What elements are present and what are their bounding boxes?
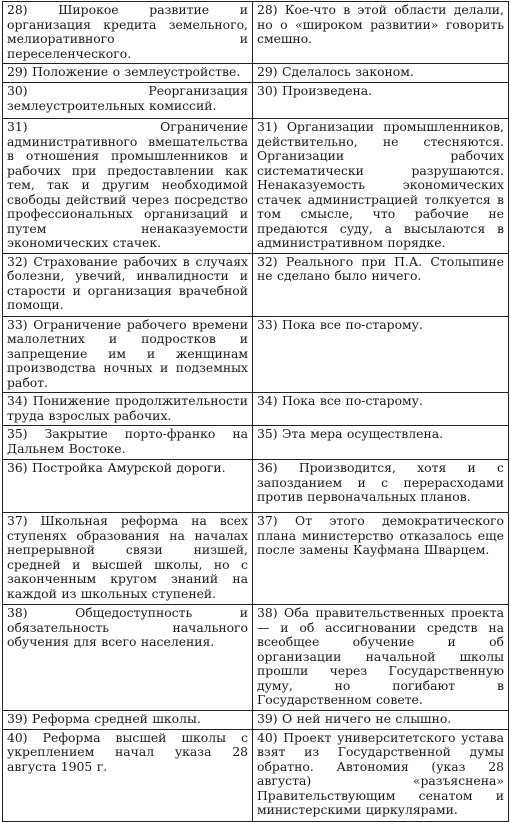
table-row	[3, 2, 509, 64]
result-cell: 29) Сделалось законом.	[253, 64, 509, 83]
table-row	[3, 64, 509, 83]
program-cell: 31) Ограничение административного вмешательства в отношения промышленников и рабочих при предоставлении как тем, так и другим необходимой свободы действий через посредство профессиональных организаций и путем ненаказуемости экономических стачек.	[3, 119, 253, 254]
result-cell: 30) Произведена.	[253, 83, 509, 119]
program-cell: 39) Реформа средней школы.	[3, 710, 253, 729]
program-cell: 28) Широкое развитие и организация кредита земельного, мелиоративного и переселенческого.	[3, 2, 253, 64]
program-cell: 36) Постройка Амурской дороги.	[3, 460, 253, 513]
table-row	[3, 316, 509, 393]
table-row	[3, 460, 509, 513]
table-row	[3, 729, 509, 821]
table-row	[3, 393, 509, 426]
program-cell: 32) Страхование рабочих в случаях болезни, увечий, инвалидности и старости и организация врачебной помощи.	[3, 253, 253, 316]
result-cell: 34) Пока все по-старому.	[253, 393, 509, 426]
result-cell: 37) От этого демократического плана министерство отказалось еще после замены Кауфмана Шварцем.	[253, 513, 509, 605]
result-cell: 40) Проект университетского устава взят из Государственной думы обратно. Автономия (указ 28 августа) «разъяснена» Правительствующим сенатом и министерскими циркулярами.	[253, 729, 509, 821]
result-cell: 28) Кое-что в этой области делали, но о «широком развитии» говорить смешно.	[253, 2, 509, 64]
result-cell: 31) Организации промышленников, действительно, не стесняются. Организации рабочих систематически разрушаются. Ненаказуемость экономических стачек администрацией толкуется в том смысле, что рабочие не предаются суду, а высылаются в административном порядке.	[253, 119, 509, 254]
program-cell: 37) Школьная реформа на всех ступенях образования на началах непрерывной связи низшей, средней и высшей школы, но с законченным кругом знаний на каждой из школьных ступеней.	[3, 513, 253, 605]
result-cell: 38) Оба правительственных проекта — и об ассигновании средств на всеобщее обучение и об организации начальной школы прошли через Государственную думу, но погибают в Государственном совете.	[253, 605, 509, 711]
table-row	[3, 83, 509, 119]
table-row	[3, 710, 509, 729]
program-cell: 38) Общедоступность и обязательность начального обучения для всего населения.	[3, 605, 253, 711]
result-cell: 32) Реального при П.А. Столыпине не сделано было ничего.	[253, 253, 509, 316]
program-cell: 35) Закрытие порто-франко на Дальнем Востоке.	[3, 426, 253, 460]
table-row	[3, 253, 509, 316]
table-row	[3, 426, 509, 460]
result-cell: 35) Эта мера осуществлена.	[253, 426, 509, 460]
result-cell: 33) Пока все по-старому.	[253, 316, 509, 393]
table-row	[3, 605, 509, 711]
result-cell: 39) О ней ничего не слышно.	[253, 710, 509, 729]
program-cell: 30) Реорганизация землеустроительных комиссий.	[3, 83, 253, 119]
table-row	[3, 119, 509, 254]
comparison-table	[2, 1, 509, 822]
program-cell: 33) Ограничение рабочего времени малолетних и подростков и запрещение им и женщинам производства ночных и подземных работ.	[3, 316, 253, 393]
table-row	[3, 513, 509, 605]
program-cell: 29) Положение о землеустройстве.	[3, 64, 253, 83]
result-cell: 36) Производится, хотя и с запозданием и с перерасходами против первоначальных планов.	[253, 460, 509, 513]
program-cell: 34) Понижение продолжительности труда взрослых рабочих.	[3, 393, 253, 426]
program-cell: 40) Реформа высшей школы с укреплением начал указа 28 августа 1905 г.	[3, 729, 253, 821]
